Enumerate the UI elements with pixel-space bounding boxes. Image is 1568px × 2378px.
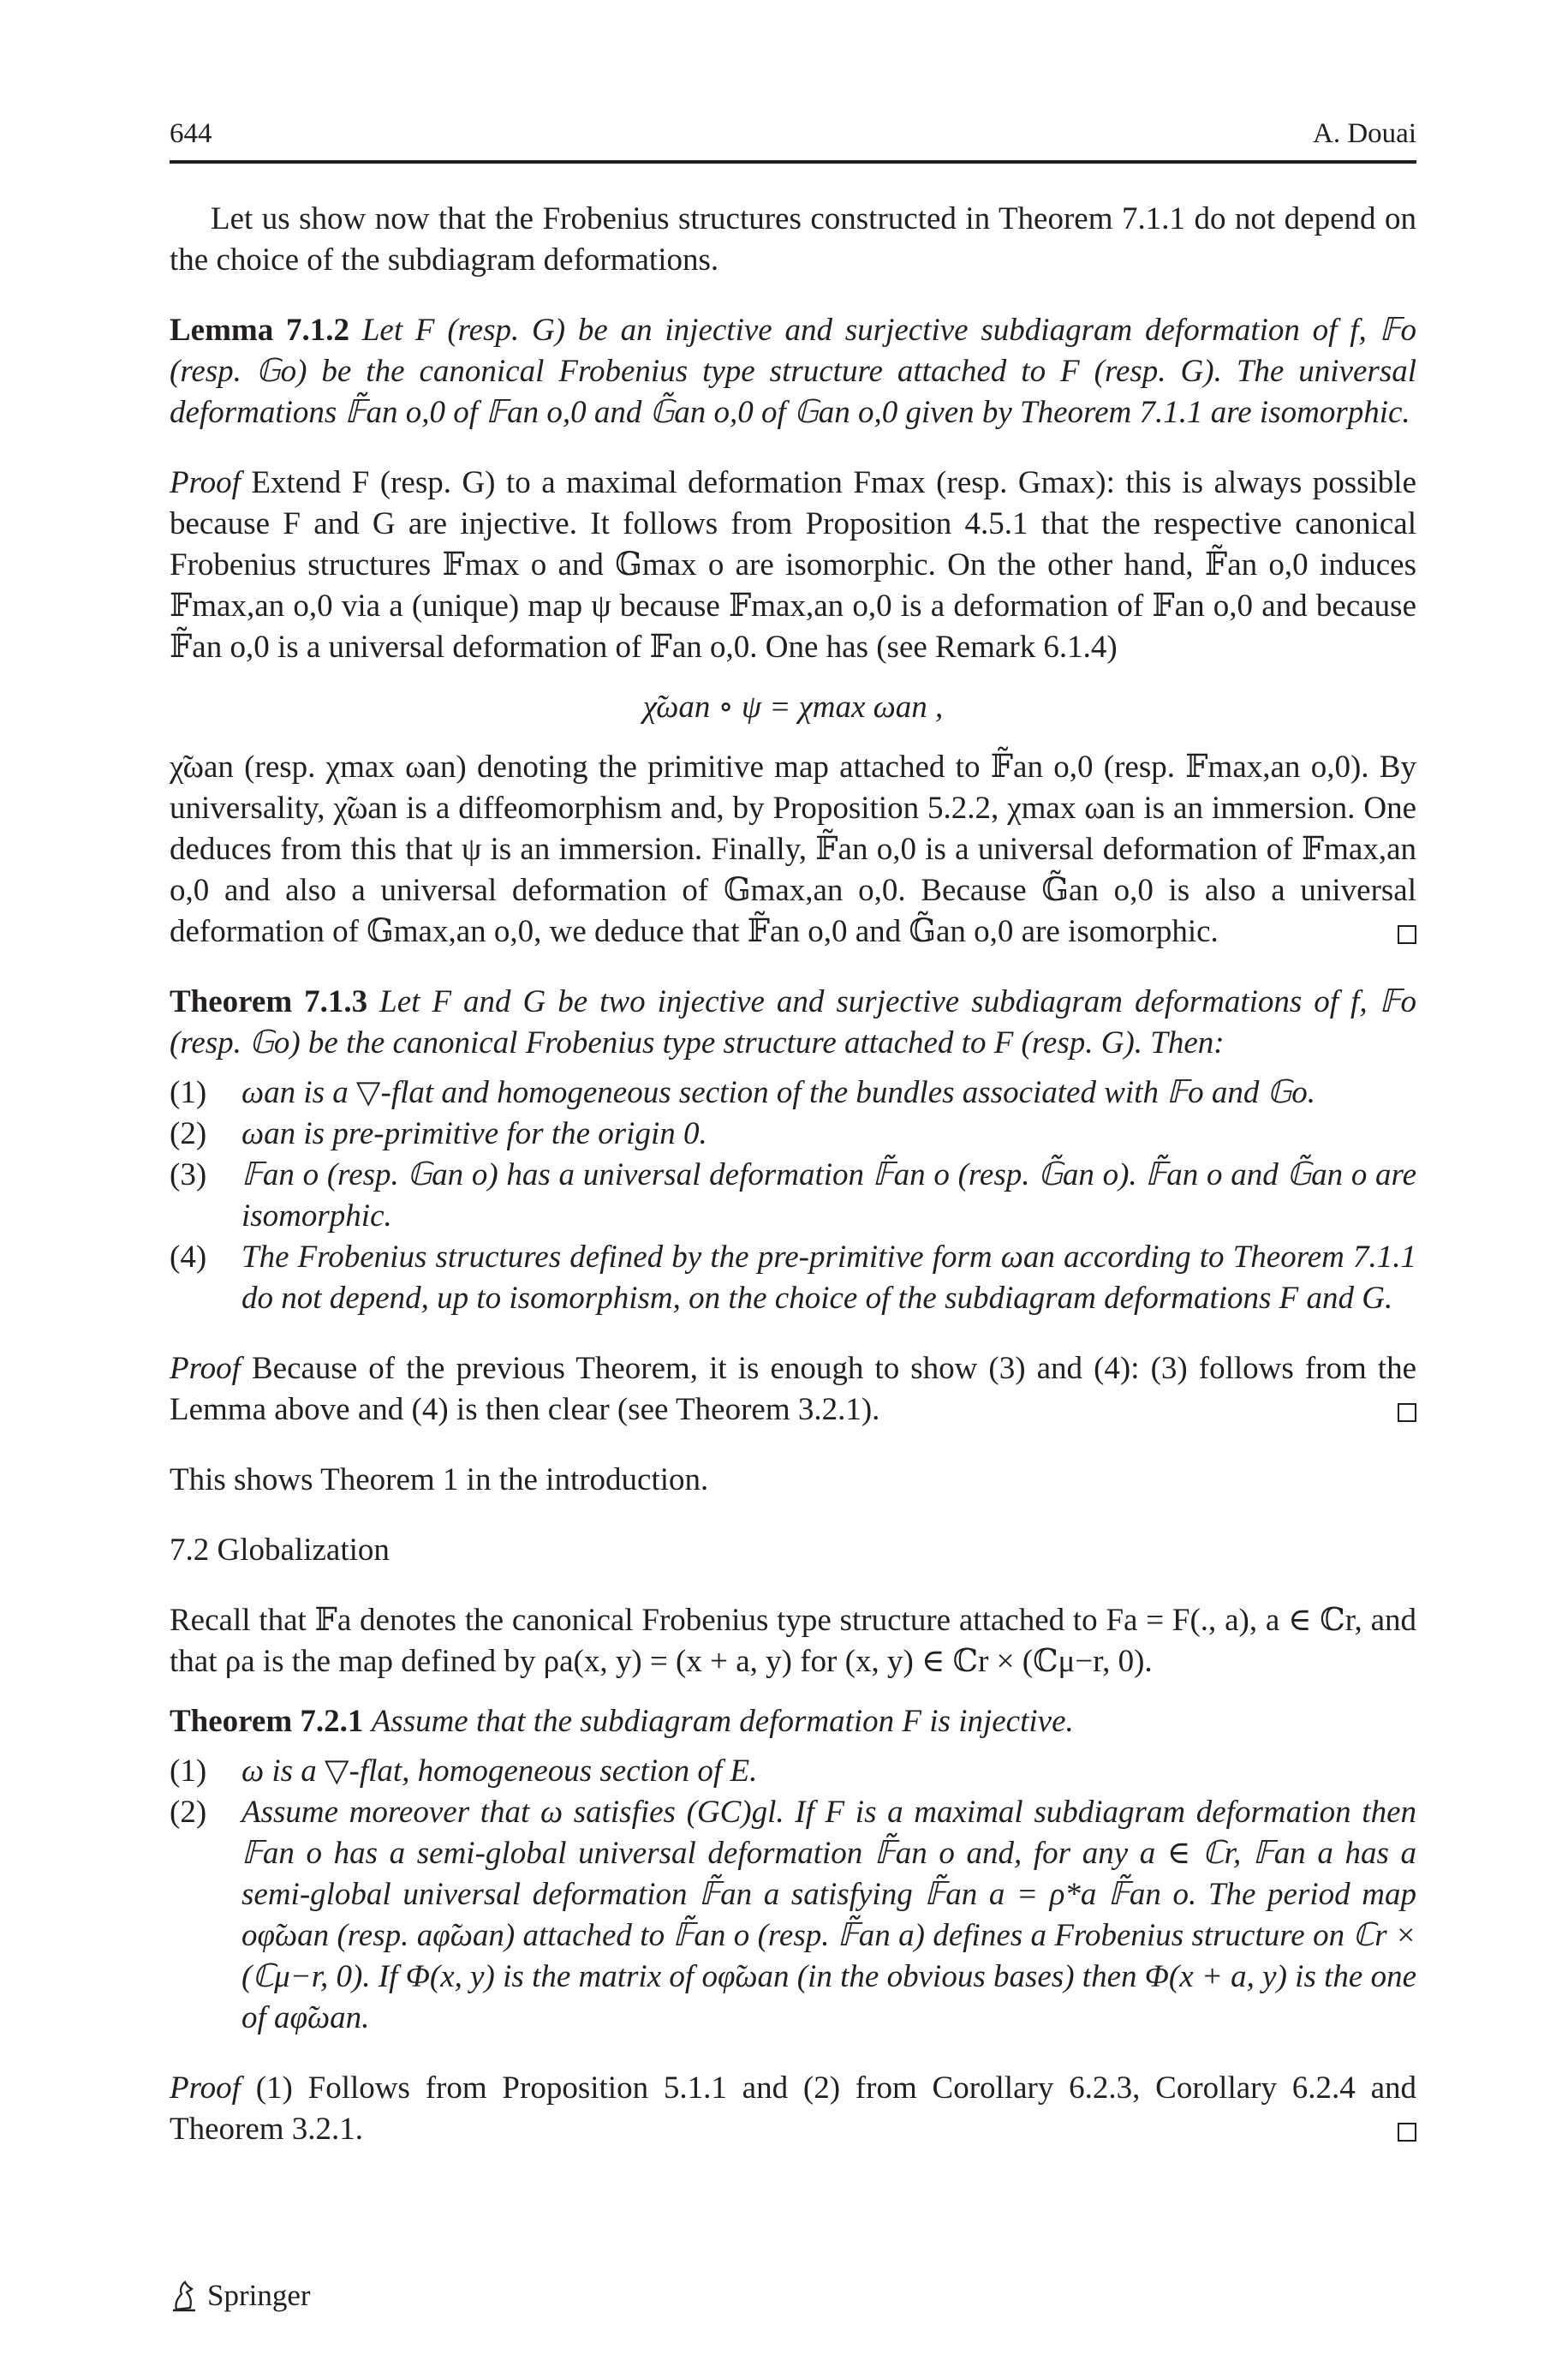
proof-label: Proof [170,465,241,500]
list-item [170,1237,1416,1319]
theorem-label: Theorem 7.1.3 [170,984,368,1019]
theorem-7-2-1 [170,1701,1416,1742]
item-text: Assume moreover that ω satisfies (GC)gl. If F is a maximal subdiagram deformation then 𝔽an o has a semi-global universal deformation 𝔽̃an o and, for any a ∈ ℂr, 𝔽an a has a semi-global universal deformation 𝔽̃an a satisfying 𝔽̃an a = ρ*a 𝔽̃an o. The period map oφ̃ωan (resp. aφ̃ωan) attached to 𝔽̃an o (resp. 𝔽̃an a) defines a Frobenius structure on ℂr × (ℂμ−r, 0). If Φ(x, y) is the matrix of oφ̃ωan (in the obvious bases) then Φ(x + a, y) is the one of aφ̃ωan. [241,1795,1416,2035]
running-author: A. Douai [1313,118,1416,149]
intro-paragraph: Let us show now that the Frobenius structures constructed in Theorem 7.1.1 do not depend on the choice of the subdiagram deformations. [170,201,1416,278]
page-body [170,199,1416,2150]
item-number: (1) [170,1075,207,1110]
proof-text-continued: χ̃ωan (resp. χmax ωan) denoting the primitive map attached to 𝔽̃an o,0 (resp. 𝔽max,an o,0). By universality, χ̃ωan is a diffeomorphism and, by Proposition 5.2.2, χmax ωan is an immersion. One deduces from this that ψ is an immersion. Finally, 𝔽̃an o,0 is a universal deformation of 𝔽max,an o,0 and also a universal deformation of 𝔾max,an o,0. Because 𝔾̃an o,0 is also a universal deformation of 𝔾max,an o,0, we deduce that 𝔽̃an o,0 and 𝔾̃an o,0 are isomorphic. [170,750,1416,949]
section-title: 7.2 Globalization [170,1533,390,1568]
proof-text: Extend F (resp. G) to a maximal deformation Fmax (resp. Gmax): this is always possible because F and G are injective. It follows from Proposition 4.5.1 that the respective canonical Frobenius structures 𝔽max o and 𝔾max o are isomorphic. On the other hand, 𝔽̃an o,0 induces 𝔽max,an o,0 via a (unique) map ψ because 𝔽max,an o,0 is a deformation of 𝔽an o,0 and because 𝔽̃an o,0 is a universal deformation of 𝔽an o,0. One has (see Remark 6.1.4) [170,465,1416,665]
lemma-statement: Let F (resp. G) be an injective and surjective subdiagram deformation of f, 𝔽o (resp. 𝔾o) be the canonical Frobenius type structure attached to F (resp. G). The universal deformations 𝔽̃an o,0 of 𝔽an o,0 and 𝔾̃an o,0 of 𝔾an o,0 given by Theorem 7.1.1 are isomorphic. [170,313,1416,430]
running-header [170,118,1416,159]
item-text: The Frobenius structures defined by the pre-primitive form ωan according to Theorem 7.1.1 do not depend, up to isomorphism, on the choice of the subdiagram deformations F and G. [241,1240,1416,1316]
proof-text: Because of the previous Theorem, it is enough to show (3) and (4): (3) follows from the Lemma above and (4) is then clear (see Theorem 3.2.1). [170,1351,1417,1427]
theorem-label: Theorem 7.2.1 [170,1704,364,1739]
proof-theorem-7-1-3 [170,1348,1416,1431]
lemma-label: Lemma 7.1.2 [170,313,350,348]
item-text: ωan is a ▽-flat and homogeneous section of the bundles associated with 𝔽o and 𝔾o. [241,1075,1316,1110]
display-equation: χ̃ωan ∘ ψ = χmax ωan , [642,690,944,725]
footer [170,2279,311,2313]
remark-paragraph: This shows Theorem 1 in the introduction. [170,1462,709,1497]
header-rule [170,160,1416,164]
list-item [170,1114,1416,1155]
theorem-7-1-3-items [170,1072,1416,1319]
qed-box-icon [1398,2123,1416,2142]
proof-theorem-7-2-1 [170,2068,1416,2150]
publisher-name: Springer [207,2279,311,2312]
item-text: 𝔽an o (resp. 𝔾an o) has a universal deformation 𝔽̃an o (resp. 𝔾̃an o). 𝔽̃an o and 𝔾̃an o are isomorphic. [241,1157,1416,1234]
theorem-statement: Let F and G be two injective and surjective subdiagram deformations of f, 𝔽o (resp. 𝔾o) be the canonical Frobenius type structure attached to F (resp. G). Then: [170,984,1416,1061]
qed-box-icon [1398,1403,1416,1422]
qed-box-icon [1398,925,1416,944]
proof-text: (1) Follows from Proposition 5.1.1 and (2) from Corollary 6.2.3, Corollary 6.2.4 and Theorem 3.2.1. [170,2070,1416,2147]
list-item [170,1072,1416,1114]
theorem-7-2-1-items [170,1751,1416,2039]
item-number: (4) [170,1240,207,1275]
proof-label: Proof [170,1351,241,1386]
proof-lemma-part2 [170,747,1416,953]
page-number: 644 [170,118,212,149]
list-item [170,1155,1416,1237]
lemma-7-1-2 [170,310,1416,433]
list-item [170,1792,1416,2039]
theorem-7-1-3 [170,982,1416,1064]
item-text: ω is a ▽-flat, homogeneous section of E. [241,1754,758,1789]
list-item [170,1751,1416,1792]
item-number: (1) [170,1754,207,1789]
theorem-statement: Assume that the subdiagram deformation F is injective. [371,1704,1074,1739]
item-number: (3) [170,1157,207,1192]
item-number: (2) [170,1116,207,1151]
proof-lemma-part1 [170,463,1416,668]
proof-label: Proof [170,2070,241,2106]
item-number: (2) [170,1795,207,1830]
recall-paragraph: Recall that 𝔽a denotes the canonical Frobenius type structure attached to Fa = F(., a), a ∈ ℂr, and that ρa is the map defined by ρa(x, y) = (x + a, y) for (x, y) ∈ ℂr × (ℂμ−r, 0). [170,1603,1416,1679]
springer-horse-icon [170,2279,199,2313]
item-text: ωan is pre-primitive for the origin 0. [241,1116,707,1151]
